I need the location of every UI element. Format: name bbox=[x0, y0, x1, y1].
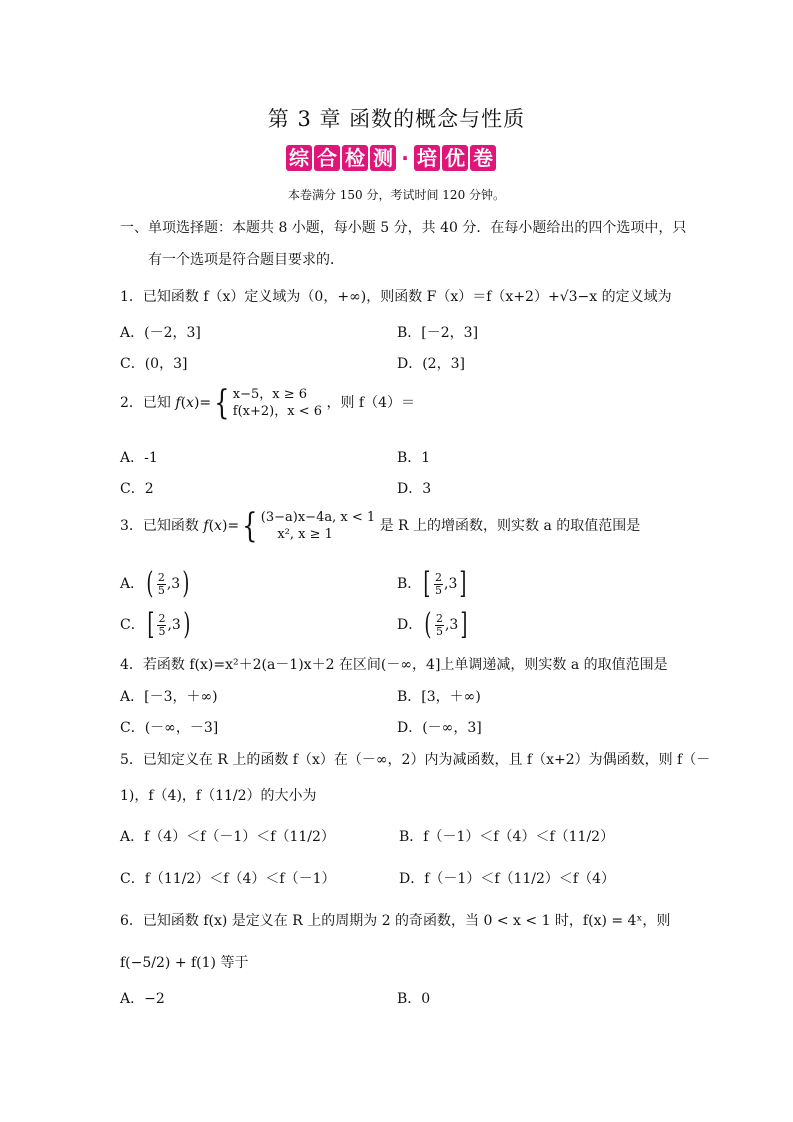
q3-option-b: B．[ $\frac{2}{5}$ ,3] bbox=[397, 566, 467, 601]
q3-option-c: C．[ $\frac{2}{5}$ ,3) bbox=[120, 607, 191, 642]
q5-option-d: D．f（－1）＜f（11/2）＜f（4） bbox=[399, 871, 616, 887]
q1-option-c: C．(0，3] bbox=[120, 356, 188, 372]
q2-case2: f(x+2)，x < 6 bbox=[232, 404, 322, 419]
q2-option-d: D．3 bbox=[397, 481, 432, 497]
q4-option-b: B．[3，＋∞) bbox=[397, 689, 481, 705]
q1-option-b: B．[－2，3] bbox=[397, 325, 479, 341]
q3-suffix: 是 R 上的增函数，则实数 a 的取值范围是 bbox=[379, 518, 641, 534]
badge-char: 优 bbox=[442, 145, 468, 171]
chapter-title: 第 3 章 函数的概念与性质 bbox=[267, 107, 526, 131]
q3-option-a: A．( $\frac{2}{5}$ ,3) bbox=[120, 566, 190, 601]
q6-option-a: A．−2 bbox=[120, 991, 165, 1007]
q2-option-a: A．-1 bbox=[120, 450, 158, 466]
q6-stem-line1: 6．已知函数 f(x) 是定义在 R 上的周期为 2 的奇函数，当 0 < x < 1 时，f(x) = 4ˣ，则 bbox=[120, 913, 671, 929]
badge-char: 合 bbox=[314, 145, 340, 171]
q3-case1: (3−a)x−4a, x < 1 bbox=[260, 510, 376, 525]
q1-option-d: D．(2，3] bbox=[397, 356, 465, 372]
section-heading-line2: 有一个选项是符合题目要求的． bbox=[148, 252, 344, 268]
q3-option-d: D．( $\frac{2}{5}$ ,3] bbox=[397, 607, 468, 642]
badge-char: 检 bbox=[342, 145, 368, 171]
badge-dot: · bbox=[401, 146, 409, 170]
q1-option-a: A．(－2，3] bbox=[120, 325, 201, 341]
q3-case2: x², x ≥ 1 bbox=[277, 527, 333, 542]
q5-option-a: A．f（4）＜f（－1）＜f（11/2） bbox=[120, 829, 335, 845]
badge-char: 培 bbox=[414, 145, 440, 171]
badge-char: 综 bbox=[286, 145, 312, 171]
section-heading-line1: 一、单项选择题：本题共 8 小题，每小题 5 分，共 40 分．在每小题给出的四个选项中，只 bbox=[120, 220, 687, 236]
q2-option-c: C．2 bbox=[120, 481, 154, 497]
q4-option-d: D．(－∞，3] bbox=[397, 720, 482, 736]
q2-option-b: B．1 bbox=[397, 450, 431, 466]
exam-badge bbox=[286, 145, 512, 175]
q5-option-b: B．f（－1）＜f（4）＜f（11/2） bbox=[399, 829, 615, 845]
q5-stem-line1: 5．已知定义在 R 上的函数 f（x）在（－∞，2）内为减函数，且 f（x+2）为偶函数，则 f（－ bbox=[120, 752, 711, 768]
q6-option-b: B．0 bbox=[397, 991, 431, 1007]
q5-stem-line2: 1)，f（4)，f（11/2）的大小为 bbox=[120, 788, 317, 804]
q2-prefix: 2．已知 bbox=[120, 395, 171, 411]
q3-stem: 3．已知函数 f(x)={ (3−a)x−4a, x < 1 x², x ≥ 1 是 R 上的增函数，则实数 a 的取值范围是 bbox=[120, 506, 641, 546]
q6-stem-line2: f(−5/2) + f(1) 等于 bbox=[120, 955, 249, 971]
badge-char: 测 bbox=[370, 145, 396, 171]
q4-stem: 4．若函数 f(x)=x²＋2(a－1)x＋2 在区间(－∞，4]上单调递减，则实数 a 的取值范围是 bbox=[120, 657, 668, 673]
q3-prefix: 3．已知函数 bbox=[120, 518, 199, 534]
q2-suffix: ，则 f（4）＝ bbox=[326, 395, 415, 411]
q5-option-c: C．f（11/2）＜f（4）＜f（－1） bbox=[120, 871, 336, 887]
q2-case1: x−5，x ≥ 6 bbox=[232, 387, 308, 402]
badge-char: 卷 bbox=[470, 145, 496, 171]
q4-option-a: A．[－3，＋∞) bbox=[120, 689, 218, 705]
q2-stem: 2．已知 f(x)={ x−5，x ≥ 6 f(x+2)，x < 6 ，则 f（4）＝ bbox=[120, 383, 415, 423]
q4-option-c: C．(－∞，－3] bbox=[120, 720, 219, 736]
q1-stem: 1．已知函数 f（x）定义域为（0，+∞)，则函数 F（x）＝f（x+2）+√3−x 的定义域为 bbox=[120, 289, 672, 305]
exam-info: 本卷满分 150 分，考试时间 120 分钟。 bbox=[287, 188, 506, 202]
